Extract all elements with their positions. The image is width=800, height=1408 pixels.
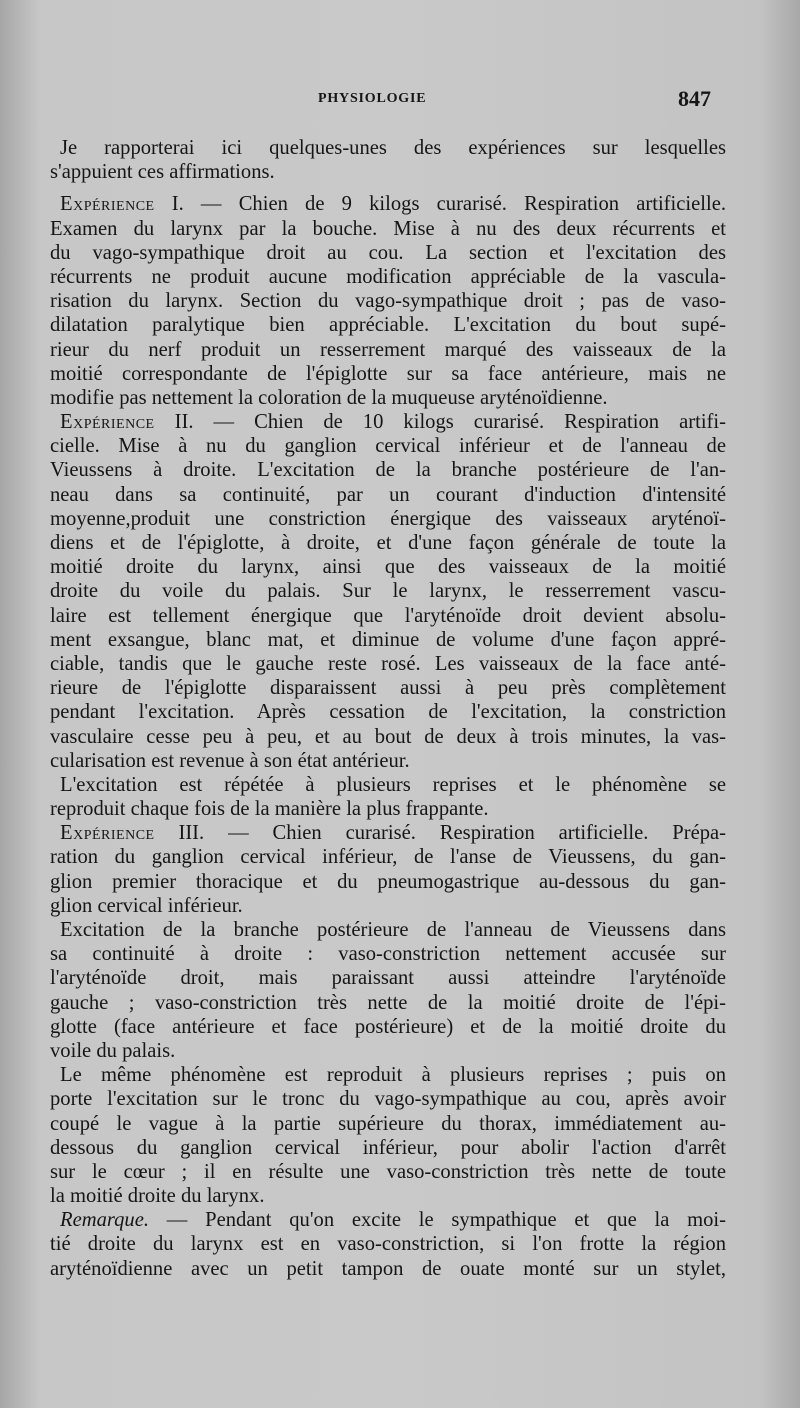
text-line: Examen du larynx par la bouche. Mise à nu des deux récurrents et <box>50 217 726 240</box>
paragraph <box>50 1063 726 1208</box>
text-line <box>50 821 726 845</box>
text-line: vasculaire cesse peu à peu, et au bout de deux à trois minutes, la vas- <box>50 725 726 748</box>
text-line: voile du palais. <box>50 1039 176 1062</box>
page-body <box>50 136 726 1281</box>
text-line: rieure de l'épiglotte disparaissent aussi à peu près complètement <box>50 677 726 700</box>
text-line: cielle. Mise à nu du ganglion cervical inférieur et de l'anneau de <box>50 435 726 458</box>
text-line: l'aryténoïde droit, mais paraissant aussi atteindre l'aryténoïde <box>50 967 726 990</box>
paragraph <box>50 136 726 184</box>
text-line: s'appuient ces affirmations. <box>50 161 275 184</box>
text-line: droite du voile du palais. Sur le larynx, le resserrement vascu- <box>50 580 726 603</box>
running-title: PHYSIOLOGIE <box>318 91 427 106</box>
text-line: modifie pas nettement la coloration de la muqueuse aryténoïdienne. <box>50 386 608 409</box>
text-line-rest: II. — Chien de 10 kilogs curarisé. Respiration artifi- <box>154 411 726 434</box>
text-line: rieur du nerf produit un resserrement marqué des vaisseaux de la <box>50 338 726 361</box>
text-line: ciable, tandis que le gauche reste rosé. Les vaisseaux de la face anté- <box>50 652 726 675</box>
text-line: pendant l'excitation. Après cessation de l'excitation, la constriction <box>50 701 726 724</box>
text-line: moitié droite du larynx, ainsi que des vaisseaux de la moitié <box>50 556 726 579</box>
text-line: glion cervical inférieur. <box>50 894 243 917</box>
text-line: du vago-sympathique droit au cou. La section et l'excitation des <box>50 241 726 264</box>
text-line: L'excitation est répétée à plusieurs reprises et le phénomène se <box>60 773 726 796</box>
experience-label: Expérience <box>60 822 155 845</box>
paragraph <box>50 773 726 821</box>
text-line: moyenne,produit une constriction énergique des vaisseaux aryténoï- <box>50 507 726 530</box>
text-line: aryténoïdienne avec un petit tampon de ouate monté sur un stylet, <box>50 1257 726 1280</box>
text-line: glotte (face antérieure et face postérieure) et de la moitié droite du <box>50 1015 726 1038</box>
text-line: récurrents ne produit aucune modification appréciable de la vascula- <box>50 265 726 288</box>
text-line: gauche ; vaso-constriction très nette de la moitié droite de l'épi- <box>50 991 726 1014</box>
experience-label: Expérience <box>60 193 155 216</box>
text-line-rest: III. — Chien curarisé. Respiration artificielle. Prépa- <box>154 822 726 845</box>
text-line <box>50 192 726 216</box>
text-line: reproduit chaque fois de la manière la plus frappante. <box>50 798 489 821</box>
paragraph <box>50 410 726 773</box>
text-line <box>50 1208 726 1232</box>
text-line: neau dans sa continuité, par un courant d'induction d'intensité <box>50 483 726 506</box>
paragraph <box>50 192 726 410</box>
experience-label: Expérience <box>60 411 155 434</box>
page-number: 847 <box>678 86 711 111</box>
text-line: cularisation est revenue à son état antérieur. <box>50 749 410 772</box>
text-line: laire est tellement énergique que l'aryténoïde droit devient absolu- <box>50 604 726 627</box>
text-line: dessous du ganglion cervical inférieur, pour abolir l'action d'arrêt <box>50 1136 726 1159</box>
paragraph <box>50 1208 726 1281</box>
text-line-rest: — Pendant qu'on excite le sympathique et que la moi- <box>149 1209 726 1232</box>
text-line: glion premier thoracique et du pneumogastrique au-dessous du gan- <box>50 870 726 893</box>
text-line: diens et de l'épiglotte, à droite, et d'une façon générale de toute la <box>50 532 726 554</box>
text-line: moitié correspondante de l'épiglotte sur sa face antérieure, mais ne <box>50 362 726 385</box>
text-line: Le même phénomène est reproduit à plusieurs reprises ; puis on <box>60 1064 726 1087</box>
paragraph <box>50 821 726 918</box>
text-line: tié droite du larynx est en vaso-constriction, si l'on frotte la région <box>50 1233 726 1256</box>
text-line: Excitation de la branche postérieure de l'anneau de Vieussens dans <box>60 919 726 941</box>
text-line: risation du larynx. Section du vago-sympathique droit ; pas de vaso- <box>50 290 726 313</box>
page-header <box>0 88 800 114</box>
text-line-rest: I. — Chien de 9 kilogs curarisé. Respiration artificielle. <box>154 193 726 216</box>
text-line <box>50 410 726 434</box>
text-line: Je rapporterai ici quelques-unes des expériences sur lesquelles <box>60 137 726 159</box>
remark-label: Remarque. <box>60 1209 150 1232</box>
text-line: dilatation paralytique bien appréciable. L'excitation du bout supé- <box>50 314 726 337</box>
text-line: coupé le vague à la partie supérieure du thorax, immédiatement au- <box>50 1112 726 1135</box>
paragraph <box>50 918 726 1063</box>
text-line: sur le cœur ; il en résulte une vaso-constriction très nette de toute <box>50 1160 726 1183</box>
text-line: ment exsangue, blanc mat, et diminue de volume d'une façon appré- <box>50 628 726 651</box>
text-line: Vieussens à droite. L'excitation de la branche postérieure de l'an- <box>50 459 726 482</box>
text-line: la moitié droite du larynx. <box>50 1185 265 1208</box>
text-line: porte l'excitation sur le tronc du vago-sympathique au cou, après avoir <box>50 1088 726 1111</box>
text-line: sa continuité à droite : vaso-constriction nettement accusée sur <box>50 943 726 966</box>
text-line: ration du ganglion cervical inférieur, de l'anse de Vieussens, du gan- <box>50 846 726 869</box>
